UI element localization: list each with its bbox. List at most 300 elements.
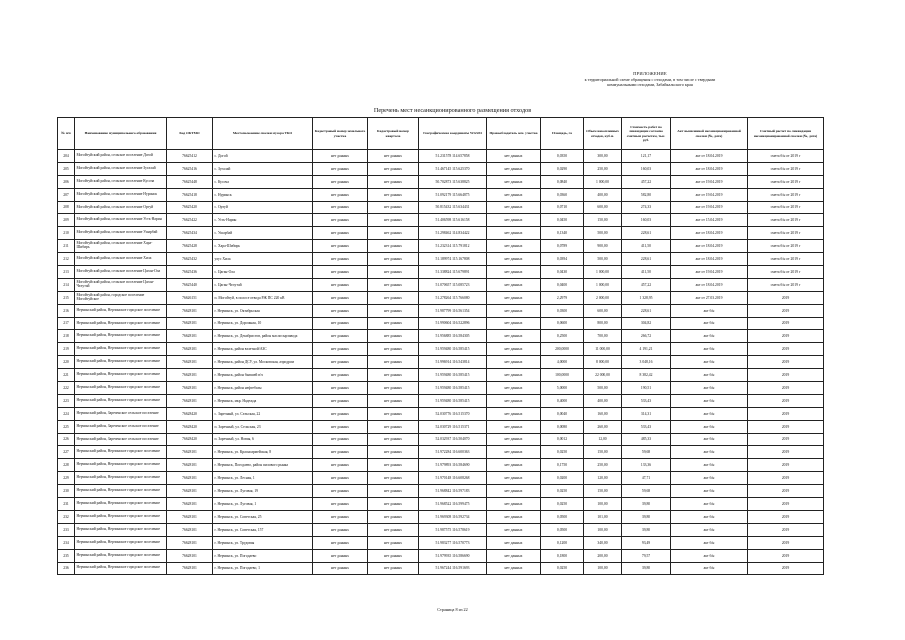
row-number-cell: 232 xyxy=(58,510,75,523)
coordinates-cell: 51.968842 116.597183 xyxy=(419,485,487,498)
parcel-cadastral-number-cell: нет данных xyxy=(313,162,368,175)
land-owner-cell: нет данных xyxy=(487,382,541,395)
liquidation-cost-cell: 160,03 xyxy=(622,162,671,175)
row-number-cell: 229 xyxy=(58,472,75,485)
municipality-name-cell: Могойтуйский район, сельское поселение Ортуй xyxy=(75,201,167,214)
waste-volume-cell: 12,00 xyxy=(584,433,622,446)
area-cell: 0,1750 xyxy=(541,459,584,472)
row-number-cell: 236 xyxy=(58,562,75,575)
area-cell: 0,0250 xyxy=(541,562,584,575)
appendix-title: ПРИЛОЖЕНИЕ xyxy=(633,71,667,76)
coordinates-cell: 51.959480 116.585415 xyxy=(419,382,487,395)
area-cell: 0,0400 xyxy=(541,278,584,291)
coordinates-cell: 51.972284 116.600363 xyxy=(419,446,487,459)
liquidation-cost-cell: 582,80 xyxy=(622,188,671,201)
area-cell: 4,0000 xyxy=(541,356,584,369)
cost-estimate-cell: 2019 xyxy=(748,498,824,511)
row-number-cell: 227 xyxy=(58,446,75,459)
land-owner-cell: нет данных xyxy=(487,150,541,163)
parcel-cadastral-number-cell: нет данных xyxy=(313,420,368,433)
waste-volume-cell: 22 000,00 xyxy=(584,369,622,382)
table-row xyxy=(58,162,824,175)
dump-location-cell: г. Нерчинск, Погодаево, район пилового рынка xyxy=(213,459,313,472)
cost-estimate-cell: 2019 xyxy=(748,407,824,420)
municipality-name-cell: Могойтуйский район, сельское поселение Цаган-Ола xyxy=(75,266,167,279)
liquidation-cost-cell: 39,80 xyxy=(622,523,671,536)
appendix-line-1: к территориальной схеме обращения с отходами, в том числе с твердыми xyxy=(584,76,716,82)
dump-location-cell: г. Нерчинск, ул. Луговая, 1 xyxy=(213,498,313,511)
cost-estimate-cell: смета б/н от 2019 г xyxy=(748,253,824,266)
municipality-name-cell: Могойтуйский район, сельское поселение Усть-Нарин xyxy=(75,214,167,227)
quarter-cadastral-number-cell: нет данных xyxy=(368,201,419,214)
coordinates-cell: 51.979893 116.584690 xyxy=(419,459,487,472)
row-number-cell: 208 xyxy=(58,201,75,214)
row-number-cell: 224 xyxy=(58,407,75,420)
land-owner-cell: нет данных xyxy=(487,317,541,330)
oktmo-code-cell: 76628101 xyxy=(167,510,213,523)
table-row xyxy=(58,266,824,279)
row-number-cell: 206 xyxy=(58,175,75,188)
dump-location-cell: г. Нерчинск, ул. Октябрьская xyxy=(213,304,313,317)
row-number-cell: 221 xyxy=(58,369,75,382)
column-header: № п/п xyxy=(58,118,75,150)
quarter-cadastral-number-cell: нет данных xyxy=(368,382,419,395)
parcel-cadastral-number-cell: нет данных xyxy=(313,150,368,163)
waste-volume-cell: 300,00 xyxy=(584,150,622,163)
land-owner-cell: нет данных xyxy=(487,562,541,575)
waste-volume-cell: 1 000,00 xyxy=(584,266,622,279)
waste-volume-cell: 500,00 xyxy=(584,227,622,240)
cost-estimate-cell: 2019 xyxy=(748,394,824,407)
coordinates-cell: 51.987799 116.561354 xyxy=(419,304,487,317)
municipality-name-cell: Могойтуйский район, сельское поселение Ушарбай xyxy=(75,227,167,240)
area-cell: 5,0000 xyxy=(541,382,584,395)
cost-estimate-cell: смета б/н от 2019 г xyxy=(748,150,824,163)
land-owner-cell: нет данных xyxy=(487,433,541,446)
detection-act-cell: акт от 18.04.2019 xyxy=(671,253,748,266)
coordinates-cell: 51.092179 115.664875 xyxy=(419,188,487,201)
table-body xyxy=(58,150,824,575)
column-header: Географические координаты WGS84 xyxy=(419,118,487,150)
quarter-cadastral-number-cell: нет данных xyxy=(368,317,419,330)
liquidation-cost-cell: 266,72 xyxy=(622,330,671,343)
area-cell: 0,0040 xyxy=(541,407,584,420)
row-number-cell: 214 xyxy=(58,278,75,291)
dump-location-cell: г. Нерчинск, ул. Дорожная, 10 xyxy=(213,317,313,330)
row-number-cell: 205 xyxy=(58,162,75,175)
land-owner-cell: нет данных xyxy=(487,266,541,279)
table-row xyxy=(58,317,824,330)
waste-volume-cell: 150,00 xyxy=(584,485,622,498)
oktmo-code-cell: 76625416 xyxy=(167,162,213,175)
quarter-cadastral-number-cell: нет данных xyxy=(368,420,419,433)
oktmo-code-cell: 76628101 xyxy=(167,394,213,407)
land-owner-cell: нет данных xyxy=(487,278,541,291)
row-number-cell: 230 xyxy=(58,485,75,498)
table-row xyxy=(58,188,824,201)
waste-volume-cell: 250,00 xyxy=(584,162,622,175)
cost-estimate-cell: 2019 xyxy=(748,369,824,382)
liquidation-cost-cell: 47,71 xyxy=(622,472,671,485)
municipality-name-cell: Могойтуйский район, сельское поселение Хила xyxy=(75,253,167,266)
table-row xyxy=(58,175,824,188)
waste-volume-cell: 11 000,00 xyxy=(584,343,622,356)
coordinates-cell: 51.189974 115.167808 xyxy=(419,253,487,266)
oktmo-code-cell: 76628101 xyxy=(167,330,213,343)
oktmo-code-cell: 76628101 xyxy=(167,304,213,317)
area-cell: 0,0500 xyxy=(541,510,584,523)
detection-act-cell: акт от 19.04.2019 xyxy=(671,201,748,214)
dump-location-cell: г. Нерчинск, ул. Погодаево xyxy=(213,549,313,562)
column-header: Кадастровый номер квартала xyxy=(368,118,419,150)
liquidation-cost-cell: 533,43 xyxy=(622,394,671,407)
row-number-cell: 204 xyxy=(58,150,75,163)
area-cell: 0,0840 xyxy=(541,175,584,188)
parcel-cadastral-number-cell: нет данных xyxy=(313,369,368,382)
land-owner-cell: нет данных xyxy=(487,420,541,433)
quarter-cadastral-number-cell: нет данных xyxy=(368,446,419,459)
quarter-cadastral-number-cell: нет данных xyxy=(368,343,419,356)
coordinates-cell: 51.278264 115.766080 xyxy=(419,291,487,304)
liquidation-cost-cell: 1 328,95 xyxy=(622,291,671,304)
waste-volume-cell: 400,00 xyxy=(584,188,622,201)
oktmo-code-cell: 76628101 xyxy=(167,549,213,562)
quarter-cadastral-number-cell: нет данных xyxy=(368,549,419,562)
cost-estimate-cell: смета б/н от 2019 г xyxy=(748,227,824,240)
cost-estimate-cell: 2019 xyxy=(748,459,824,472)
liquidation-cost-cell: 457,22 xyxy=(622,175,671,188)
parcel-cadastral-number-cell: нет данных xyxy=(313,214,368,227)
column-header: Местоположение свалки мусора ТКО xyxy=(213,118,313,150)
coordinates-cell: 52.030776 116.515370 xyxy=(419,407,487,420)
parcel-cadastral-number-cell: нет данных xyxy=(313,407,368,420)
waste-volume-cell: 500,00 xyxy=(584,253,622,266)
waste-volume-cell: 100,00 xyxy=(584,498,622,511)
row-number-cell: 235 xyxy=(58,549,75,562)
liquidation-cost-cell: 39,80 xyxy=(622,510,671,523)
waste-volume-cell: 600,00 xyxy=(584,201,622,214)
dump-location-cell: г. Нерчинск, ул. Трудовая xyxy=(213,536,313,549)
municipality-name-cell: Могойтуйский район, сельское поселение Хара-Шибирь xyxy=(75,240,167,253)
liquidation-cost-cell: 59,68 xyxy=(622,446,671,459)
parcel-cadastral-number-cell: нет данных xyxy=(313,562,368,575)
page-footer: Страница 8 из 22 xyxy=(437,607,468,612)
column-header: Объем накопленных отходов, куб.м. xyxy=(584,118,622,150)
liquidation-cost-cell: 79,57 xyxy=(622,549,671,562)
coordinates-cell: 51.979935 116.586690 xyxy=(419,549,487,562)
coordinates-cell: 51.070657 115.085723 xyxy=(419,278,487,291)
dump-location-cell: г. Нерчинск, ул. Советская, 157 xyxy=(213,523,313,536)
quarter-cadastral-number-cell: нет данных xyxy=(368,253,419,266)
liquidation-cost-cell: 533,43 xyxy=(622,420,671,433)
municipality-name-cell: Нерчинский район, Зареченское сельское поселение xyxy=(75,433,167,446)
column-header: Сметный расчет по ликвидации несанкционированной свалки (№, дата) xyxy=(748,118,824,150)
municipality-name-cell: Нерчинский район, Нерчинское городское поселение xyxy=(75,523,167,536)
oktmo-code-cell: 76628420 xyxy=(167,420,213,433)
land-owner-cell: нет данных xyxy=(487,330,541,343)
table-row xyxy=(58,201,824,214)
table-row xyxy=(58,356,824,369)
land-owner-cell: нет данных xyxy=(487,369,541,382)
quarter-cadastral-number-cell: нет данных xyxy=(368,485,419,498)
coordinates-cell: 51.959480 116.585415 xyxy=(419,369,487,382)
quarter-cadastral-number-cell: нет данных xyxy=(368,562,419,575)
area-cell: 0,0394 xyxy=(541,253,584,266)
table-row xyxy=(58,227,824,240)
municipality-name-cell: Нерчинский район, Нерчинское городское поселение xyxy=(75,549,167,562)
oktmo-code-cell: 76628101 xyxy=(167,382,213,395)
cost-estimate-cell: 2019 xyxy=(748,446,824,459)
area-cell: 200,0000 xyxy=(541,343,584,356)
waste-volume-cell: 100,00 xyxy=(584,523,622,536)
row-number-cell: 231 xyxy=(58,498,75,511)
table-row xyxy=(58,562,824,575)
dump-location-cell: п. Заречный, ул. Новая, 6 xyxy=(213,433,313,446)
detection-act-cell: акт от 18.04.2019 xyxy=(671,278,748,291)
quarter-cadastral-number-cell: нет данных xyxy=(368,407,419,420)
liquidation-cost-cell: 485,33 xyxy=(622,433,671,446)
area-cell: 0,0500 xyxy=(541,523,584,536)
area-cell: 0,0789 xyxy=(541,240,584,253)
coordinates-cell: 51.338824 115.679891 xyxy=(419,266,487,279)
area-cell: 0,1200 xyxy=(541,536,584,549)
detection-act-cell: акт б/н xyxy=(671,356,748,369)
cost-estimate-cell: 2019 xyxy=(748,485,824,498)
quarter-cadastral-number-cell: нет данных xyxy=(368,510,419,523)
row-number-cell: 219 xyxy=(58,343,75,356)
land-owner-cell: нет данных xyxy=(487,162,541,175)
detection-act-cell: акт от 18.04.2019 xyxy=(671,150,748,163)
cost-estimate-cell: смета б/н от 2019 г xyxy=(748,201,824,214)
land-owner-cell: нет данных xyxy=(487,214,541,227)
quarter-cadastral-number-cell: нет данных xyxy=(368,394,419,407)
coordinates-cell: 50.702873 115.638825 xyxy=(419,175,487,188)
oktmo-code-cell: 76628101 xyxy=(167,498,213,511)
row-number-cell: 213 xyxy=(58,266,75,279)
dump-location-cell: г. Нерчинск, район нефтебазы xyxy=(213,382,313,395)
dump-location-cell: г. Нерчинск, мкр. Надежда xyxy=(213,394,313,407)
dump-location-cell: г. Нерчинск, ул. Советская, 25 xyxy=(213,510,313,523)
cost-estimate-cell: смета б/н от 2019 г xyxy=(748,188,824,201)
dump-location-cell: с. Ушарбай xyxy=(213,227,313,240)
area-cell: 0,0300 xyxy=(541,304,584,317)
municipality-name-cell: Нерчинский район, Нерчинское городское поселение xyxy=(75,330,167,343)
parcel-cadastral-number-cell: нет данных xyxy=(313,536,368,549)
row-number-cell: 217 xyxy=(58,317,75,330)
coordinates-cell: 51.987575 116.578619 xyxy=(419,523,487,536)
coordinates-cell: 51.970148 116.608268 xyxy=(419,472,487,485)
dump-location-cell: с. Ортуй xyxy=(213,201,313,214)
coordinates-cell: 52.030729 116.515371 xyxy=(419,420,487,433)
municipality-name-cell: Нерчинский район, Нерчинское городское поселение xyxy=(75,446,167,459)
quarter-cadastral-number-cell: нет данных xyxy=(368,330,419,343)
table-row xyxy=(58,253,824,266)
coordinates-cell: 51.990604 116.522896 xyxy=(419,317,487,330)
table-row xyxy=(58,278,824,291)
area-cell: 0,2500 xyxy=(541,330,584,343)
land-owner-cell: нет данных xyxy=(487,253,541,266)
waste-volume-cell: 100,00 xyxy=(584,562,622,575)
table-row xyxy=(58,369,824,382)
column-header: Наименование муниципального образования xyxy=(75,118,167,150)
land-owner-cell: нет данных xyxy=(487,536,541,549)
waste-volume-cell: 800,00 xyxy=(584,317,622,330)
municipality-name-cell: Могойтуйский район, сельское поселение Цаган-Челутай xyxy=(75,278,167,291)
municipality-name-cell: Могойтуйский район, сельское поселение Кусоча xyxy=(75,175,167,188)
table-row xyxy=(58,420,824,433)
document-title: Перечень мест несанкционированного размещения отходов xyxy=(373,107,532,114)
cost-estimate-cell: 2019 xyxy=(748,382,824,395)
land-owner-cell: нет данных xyxy=(487,510,541,523)
table-row xyxy=(58,343,824,356)
row-number-cell: 222 xyxy=(58,382,75,395)
municipality-name-cell: Нерчинский район, Зареченское сельское поселение xyxy=(75,407,167,420)
row-number-cell: 225 xyxy=(58,420,75,433)
area-cell: 0,0450 xyxy=(541,214,584,227)
dump-location-cell: с. Догой xyxy=(213,150,313,163)
row-number-cell: 218 xyxy=(58,330,75,343)
detection-act-cell: акт от 27.03.2019 xyxy=(671,291,748,304)
municipality-name-cell: Нерчинский район, Нерчинское городское поселение xyxy=(75,498,167,511)
quarter-cadastral-number-cell: нет данных xyxy=(368,188,419,201)
land-owner-cell: нет данных xyxy=(487,446,541,459)
detection-act-cell: акт б/н xyxy=(671,420,748,433)
land-owner-cell: нет данных xyxy=(487,485,541,498)
cost-estimate-cell: смета б/н от 2019 г xyxy=(748,240,824,253)
parcel-cadastral-number-cell: нет данных xyxy=(313,510,368,523)
land-owner-cell: нет данных xyxy=(487,498,541,511)
parcel-cadastral-number-cell: нет данных xyxy=(313,472,368,485)
dump-location-cell: с. Кусоча xyxy=(213,175,313,188)
row-number-cell: 216 xyxy=(58,304,75,317)
cost-estimate-cell: смета б/н от 2019 г xyxy=(748,266,824,279)
cost-estimate-cell: смета б/н от 2019 г xyxy=(748,162,824,175)
waste-volume-cell: 150,00 xyxy=(584,446,622,459)
coordinates-cell: 51.959480 116.585415 xyxy=(419,394,487,407)
waste-volume-cell: 600,00 xyxy=(584,304,622,317)
parcel-cadastral-number-cell: нет данных xyxy=(313,446,368,459)
parcel-cadastral-number-cell: нет данных xyxy=(313,304,368,317)
oktmo-code-cell: 76628101 xyxy=(167,343,213,356)
quarter-cadastral-number-cell: нет данных xyxy=(368,472,419,485)
dump-location-cell: г. Нерчинск, ул. Лесная, 1 xyxy=(213,472,313,485)
dump-location-cell: п. Могойтуй, в полосе отвода РЖ ПС 220 кВ xyxy=(213,291,313,304)
land-owner-cell: нет данных xyxy=(487,291,541,304)
cost-estimate-cell: 2019 xyxy=(748,356,824,369)
coordinates-cell: 51.406598 115.616158 xyxy=(419,214,487,227)
detection-act-cell: акт б/н xyxy=(671,382,748,395)
dump-location-cell: улус Хила xyxy=(213,253,313,266)
quarter-cadastral-number-cell: нет данных xyxy=(368,291,419,304)
coordinates-cell: 51.959480 116.585415 xyxy=(419,343,487,356)
column-header: Площадь, га xyxy=(541,118,584,150)
appendix-line-2: коммунальными отходами, Забайкальского края xyxy=(607,82,693,88)
liquidation-cost-cell: 314,31 xyxy=(622,407,671,420)
land-owner-cell: нет данных xyxy=(487,227,541,240)
parcel-cadastral-number-cell: нет данных xyxy=(313,253,368,266)
oktmo-code-cell: 76628101 xyxy=(167,356,213,369)
oktmo-code-cell: 76625440 xyxy=(167,278,213,291)
municipality-name-cell: Могойтуйский район, сельское поселение Зугалай xyxy=(75,162,167,175)
oktmo-code-cell: 76628101 xyxy=(167,562,213,575)
liquidation-cost-cell: 39,80 xyxy=(622,498,671,511)
detection-act-cell: акт б/н xyxy=(671,304,748,317)
cost-estimate-cell: 2019 xyxy=(748,420,824,433)
liquidation-cost-cell: 457,22 xyxy=(622,278,671,291)
municipality-name-cell: Могойтуйский район, сельское поселение Догой xyxy=(75,150,167,163)
detection-act-cell: акт от 19.04.2019 xyxy=(671,188,748,201)
oktmo-code-cell: 76625420 xyxy=(167,201,213,214)
land-owner-cell: нет данных xyxy=(487,304,541,317)
column-header: Код ОКТМО xyxy=(167,118,213,150)
municipality-name-cell: Нерчинский район, Нерчинское городское поселение xyxy=(75,459,167,472)
detection-act-cell: акт б/н xyxy=(671,549,748,562)
land-owner-cell: нет данных xyxy=(487,188,541,201)
liquidation-cost-cell: 304,82 xyxy=(622,317,671,330)
liquidation-cost-cell: 3 048,16 xyxy=(622,356,671,369)
cost-estimate-cell: 2019 xyxy=(748,291,824,304)
dump-location-cell: г. Нерчинск, ул. Декабристов, район маслосырзавода xyxy=(213,330,313,343)
oktmo-code-cell: 76628101 xyxy=(167,369,213,382)
cost-estimate-cell: 2019 xyxy=(748,472,824,485)
table-row xyxy=(58,446,824,459)
area-cell: 0,1340 xyxy=(541,227,584,240)
area-cell: 2,2979 xyxy=(541,291,584,304)
detection-act-cell: акт б/н xyxy=(671,485,748,498)
parcel-cadastral-number-cell: нет данных xyxy=(313,382,368,395)
cost-estimate-cell: смета б/н от 2019 г xyxy=(748,214,824,227)
oktmo-code-cell: 76628420 xyxy=(167,433,213,446)
land-owner-cell: нет данных xyxy=(487,549,541,562)
area-cell: 0,4000 xyxy=(541,394,584,407)
coordinates-cell: 50.815432 115.634431 xyxy=(419,201,487,214)
detection-act-cell: акт б/н xyxy=(671,536,748,549)
table-row xyxy=(58,536,824,549)
parcel-cadastral-number-cell: нет данных xyxy=(313,523,368,536)
oktmo-code-cell: 76628101 xyxy=(167,536,213,549)
parcel-cadastral-number-cell: нет данных xyxy=(313,549,368,562)
parcel-cadastral-number-cell: нет данных xyxy=(313,394,368,407)
oktmo-code-cell: 76625432 xyxy=(167,253,213,266)
municipality-name-cell: Нерчинский район, Нерчинское городское поселение xyxy=(75,485,167,498)
waste-volume-cell: 101,00 xyxy=(584,510,622,523)
municipality-name-cell: Нерчинский район, Нерчинское городское поселение xyxy=(75,562,167,575)
oktmo-code-cell: 76628101 xyxy=(167,317,213,330)
detection-act-cell: акт б/н xyxy=(671,330,748,343)
dump-location-cell: г. Нерчинск, ул. Погодаево, 1 xyxy=(213,562,313,575)
quarter-cadastral-number-cell: нет данных xyxy=(368,433,419,446)
cost-estimate-cell: 2019 xyxy=(748,330,824,343)
detection-act-cell: акт б/н xyxy=(671,523,748,536)
column-header: Стоимость работ по ликвидации согласно сметным расчетам, тыс. руб. xyxy=(622,118,671,150)
row-number-cell: 211 xyxy=(58,240,75,253)
quarter-cadastral-number-cell: нет данных xyxy=(368,227,419,240)
land-owner-cell: нет данных xyxy=(487,394,541,407)
dump-location-cell: п. Заречный, ул. Сельская, 23 xyxy=(213,420,313,433)
parcel-cadastral-number-cell: нет данных xyxy=(313,175,368,188)
cost-estimate-cell: 2019 xyxy=(748,562,824,575)
row-number-cell: 210 xyxy=(58,227,75,240)
area-cell: 0,0250 xyxy=(541,498,584,511)
detection-act-cell: акт б/н xyxy=(671,459,748,472)
liquidation-cost-cell: 133,36 xyxy=(622,459,671,472)
waste-volume-cell: 150,00 xyxy=(584,214,622,227)
quarter-cadastral-number-cell: нет данных xyxy=(368,278,419,291)
quarter-cadastral-number-cell: нет данных xyxy=(368,266,419,279)
dump-location-cell: г. Нерчинск, район ДСУ, ул. Московская, аэродром xyxy=(213,356,313,369)
oktmo-code-cell: 76628101 xyxy=(167,459,213,472)
area-cell: 100,0000 xyxy=(541,369,584,382)
